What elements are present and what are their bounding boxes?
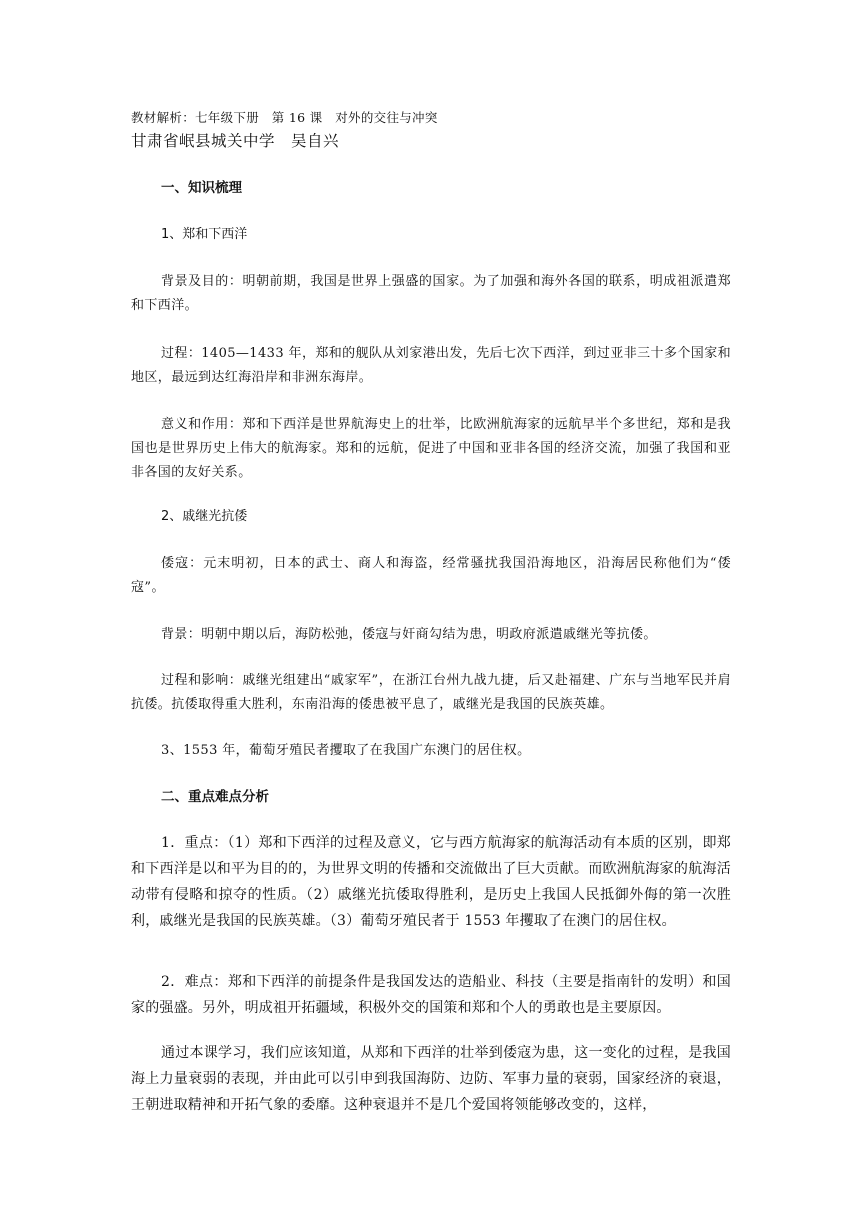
- paragraph-zhenghe-background: 背景及目的：明朝前期，我国是世界上强盛的国家。为了加强和海外各国的联系，明成祖派遣郑和下西洋。: [131, 274, 731, 313]
- section-heading-knowledge: 一、知识梳理: [161, 180, 242, 196]
- section-heading-analysis: 二、重点难点分析: [161, 789, 269, 805]
- paragraph-difficulties: 2．难点：郑和下西洋的前提条件是我国发达的造船业、科技（主要是指南针的发明）和国家的强盛。另外，明成祖开拓疆域，积极外交的国策和郑和个人的勇敢也是主要原因。: [131, 974, 731, 1016]
- paragraph-zhenghe-significance: 意义和作用：郑和下西洋是世界航海史上的壮举，比欧洲航海家的远航早半个多世纪，郑和是我国也是世界历史上伟大的航海家。郑和的远航，促进了中国和亚非各国的经济交流，加强了我国和亚非各国的友好关系。: [131, 417, 731, 480]
- paragraph-conclusion: 通过本课学习，我们应该知道，从郑和下西洋的壮举到倭寇为患，这一变化的过程，是我国海上力量衰弱的表现，并由此可以引申到我国海防、边防、军事力量的衰弱，国家经济的衰退，王朝进取精神和开拓气象的委靡。这种衰退并不是几个爱国将领能够改变的，这样，: [131, 1045, 731, 1113]
- document-header-title: 教材解析：七年级下册 第 16 课 对外的交往与冲突: [131, 110, 438, 125]
- subheading-qijiguang: 2、戚继光抗倭: [161, 509, 248, 524]
- subheading-zhenghe: 1、郑和下西洋: [161, 227, 248, 242]
- paragraph-qijiguang-process: 过程和影响：戚继光组建出“戚家军”，在浙江台州九战九捷，后又赴福建、广东与当地军民并肩抗倭。抗倭取得重大胜利，东南沿海的倭患被平息了，戚继光是我国的民族英雄。: [131, 673, 731, 712]
- paragraph-wokou: 倭寇：元末明初，日本的武士、商人和海盗，经常骚扰我国沿海地区，沿海居民称他们为“倭寇”。: [131, 556, 731, 595]
- paragraph-qijiguang-background: 背景：明朝中期以后，海防松弛，倭寇与奸商勾结为患，明政府派遣戚继光等抗倭。: [161, 627, 657, 642]
- document-author-line: 甘肃省岷县城关中学 吴自兴: [131, 132, 340, 150]
- paragraph-macau: 3、1553 年，葡萄牙殖民者攫取了在我国广东澳门的居住权。: [161, 743, 531, 758]
- paragraph-zhenghe-process: 过程：1405—1433 年，郑和的舰队从刘家港出发，先后七次下西洋，到过亚非三十多个国家和地区，最远到达红海沿岸和非洲东海岸。: [131, 346, 731, 385]
- paragraph-keypoints: 1．重点：（1）郑和下西洋的过程及意义，它与西方航海家的航海活动有本质的区别，即郑和下西洋是以和平为目的的，为世界文明的传播和交流做出了巨大贡献。而欧洲航海家的航海活动带有侵略和掠夺的性质。（2）戚继光抗倭取得胜利，是历史上我国人民抵御外侮的第一次胜利，戚继光是我国的民族英雄。（3）葡萄牙殖民者于 1553 年攫取了在澳门的居住权。: [131, 835, 731, 929]
